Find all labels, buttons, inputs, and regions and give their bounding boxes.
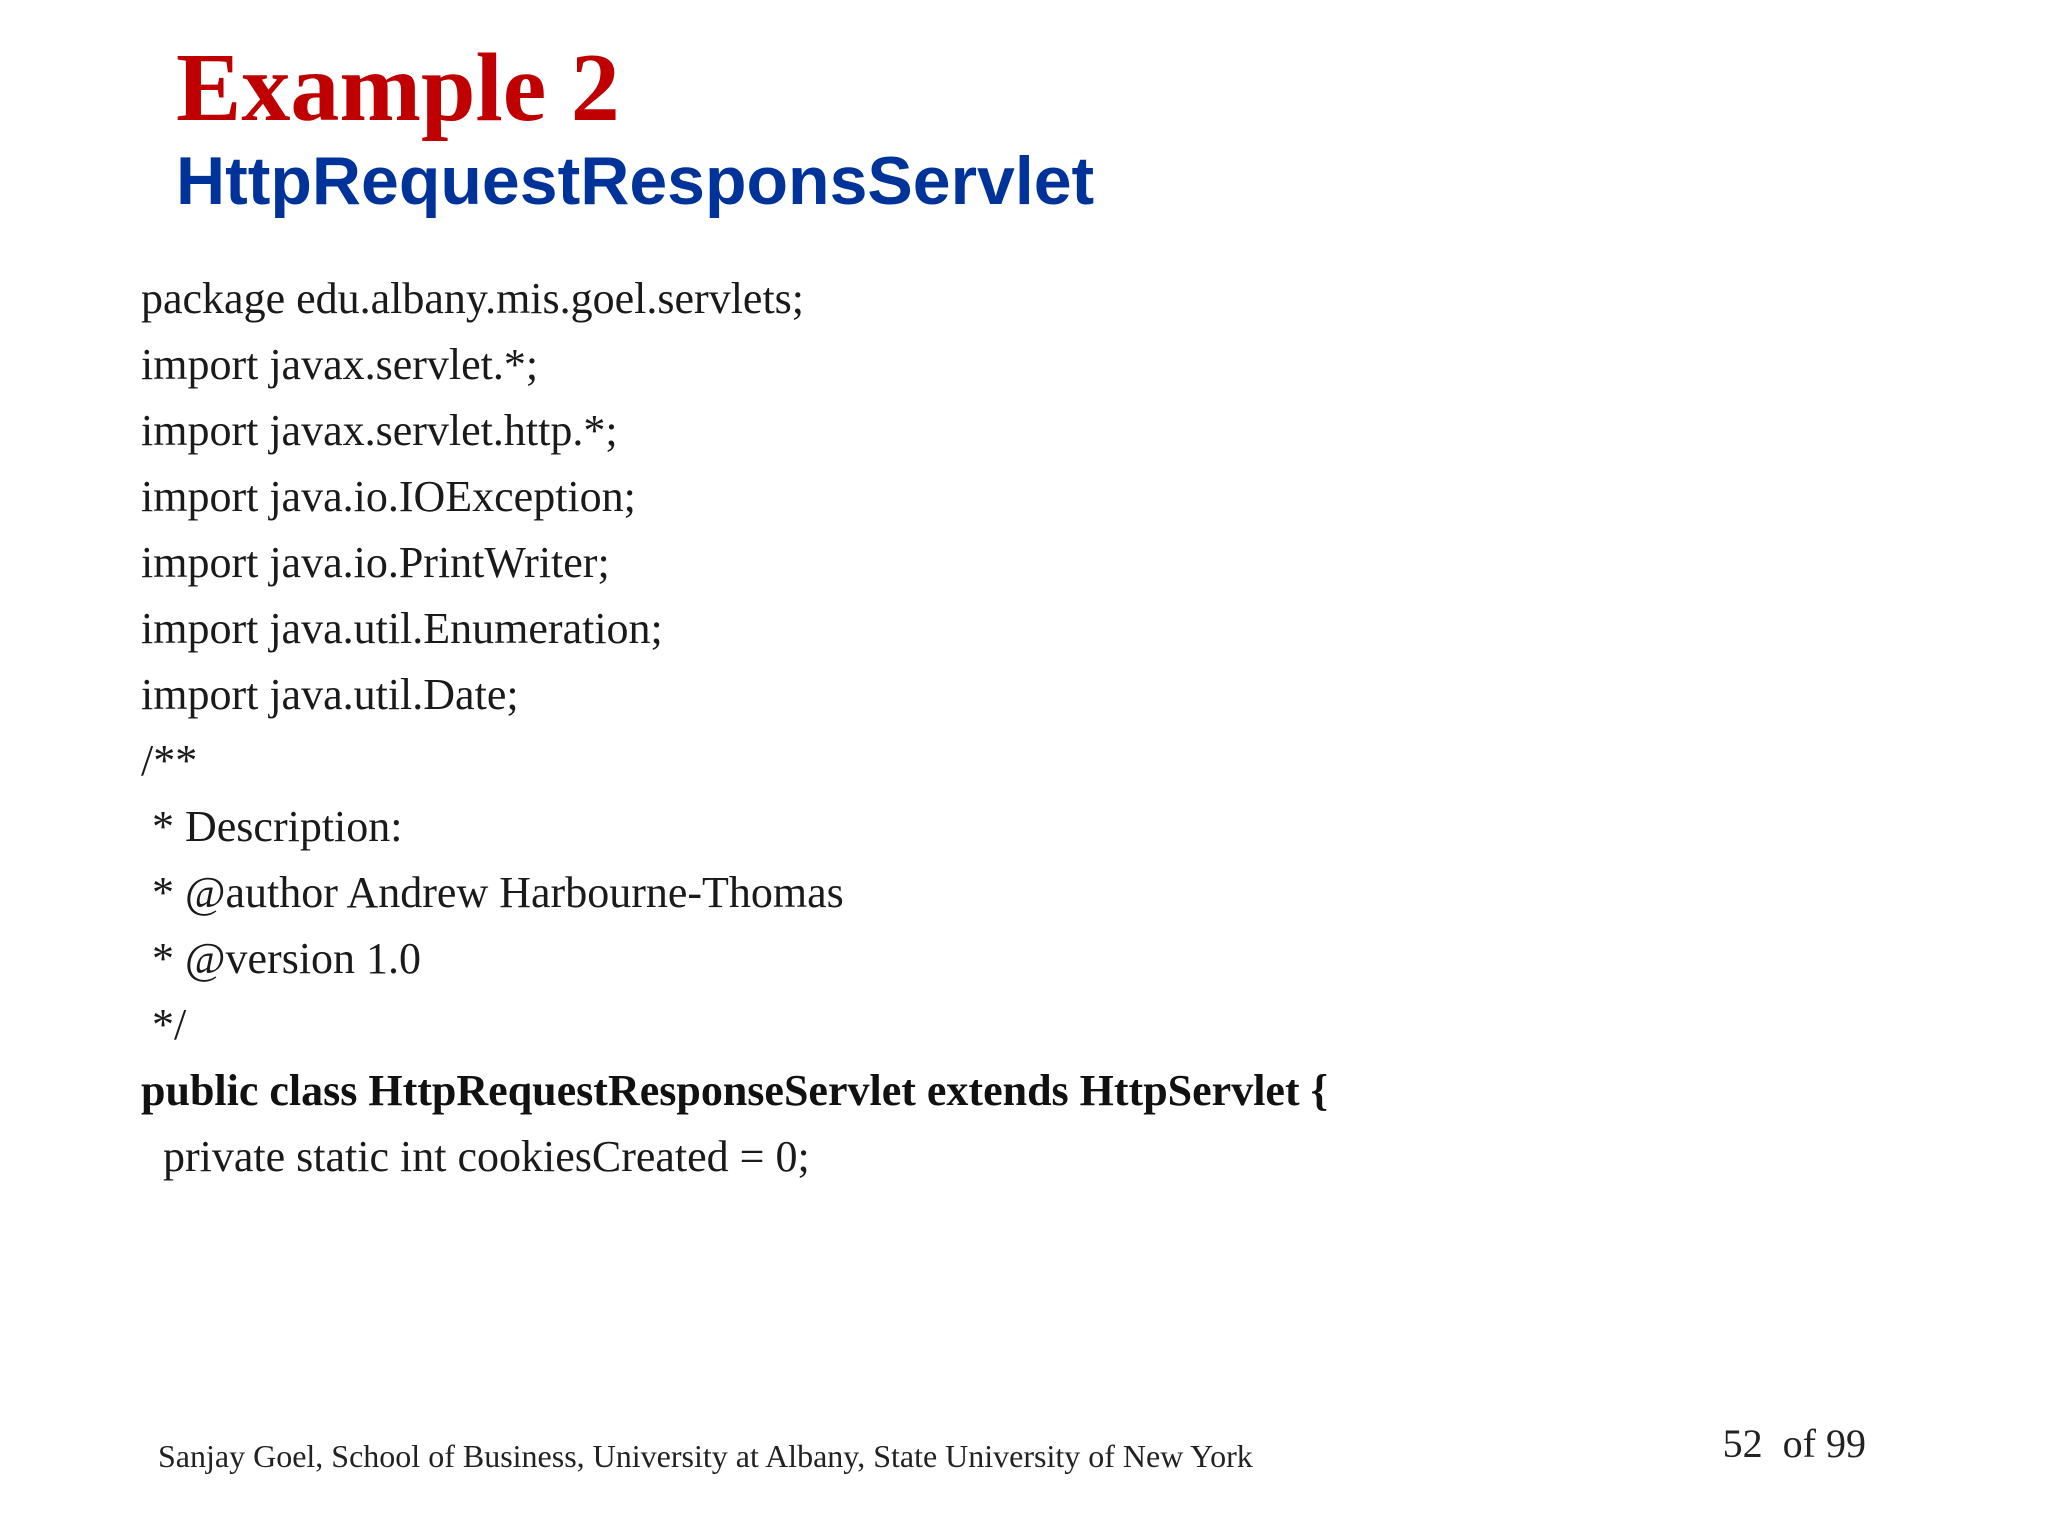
slide-footer: Sanjay Goel, School of Business, University at Albany, State University of New York — [158, 1438, 1253, 1474]
code-line: import javax.servlet.http.*; — [141, 406, 618, 455]
code-line: * Description: — [141, 802, 403, 851]
code-line: /** — [141, 736, 198, 785]
code-line: import java.util.Enumeration; — [141, 604, 663, 653]
code-line: */ — [141, 1000, 187, 1049]
slide-title: Example 2 — [176, 34, 620, 142]
code-line: import java.io.PrintWriter; — [141, 538, 610, 587]
code-line: * @author Andrew Harbourne-Thomas — [141, 868, 844, 917]
code-block — [141, 266, 1941, 1190]
page-number: 52 of 99 — [1722, 1421, 1866, 1466]
code-line: import javax.servlet.*; — [141, 340, 539, 389]
code-line: package edu.albany.mis.goel.servlets; — [141, 274, 805, 323]
slide-subtitle: HttpRequestResponsServlet — [176, 143, 1095, 219]
code-line: private static int cookiesCreated = 0; — [141, 1132, 810, 1181]
code-line: * @version 1.0 — [141, 934, 422, 983]
code-line-class-declaration: public class HttpRequestResponseServlet extends HttpServlet { — [141, 1066, 1328, 1115]
code-line: import java.io.IOException; — [141, 472, 636, 521]
code-line: import java.util.Date; — [141, 670, 519, 719]
